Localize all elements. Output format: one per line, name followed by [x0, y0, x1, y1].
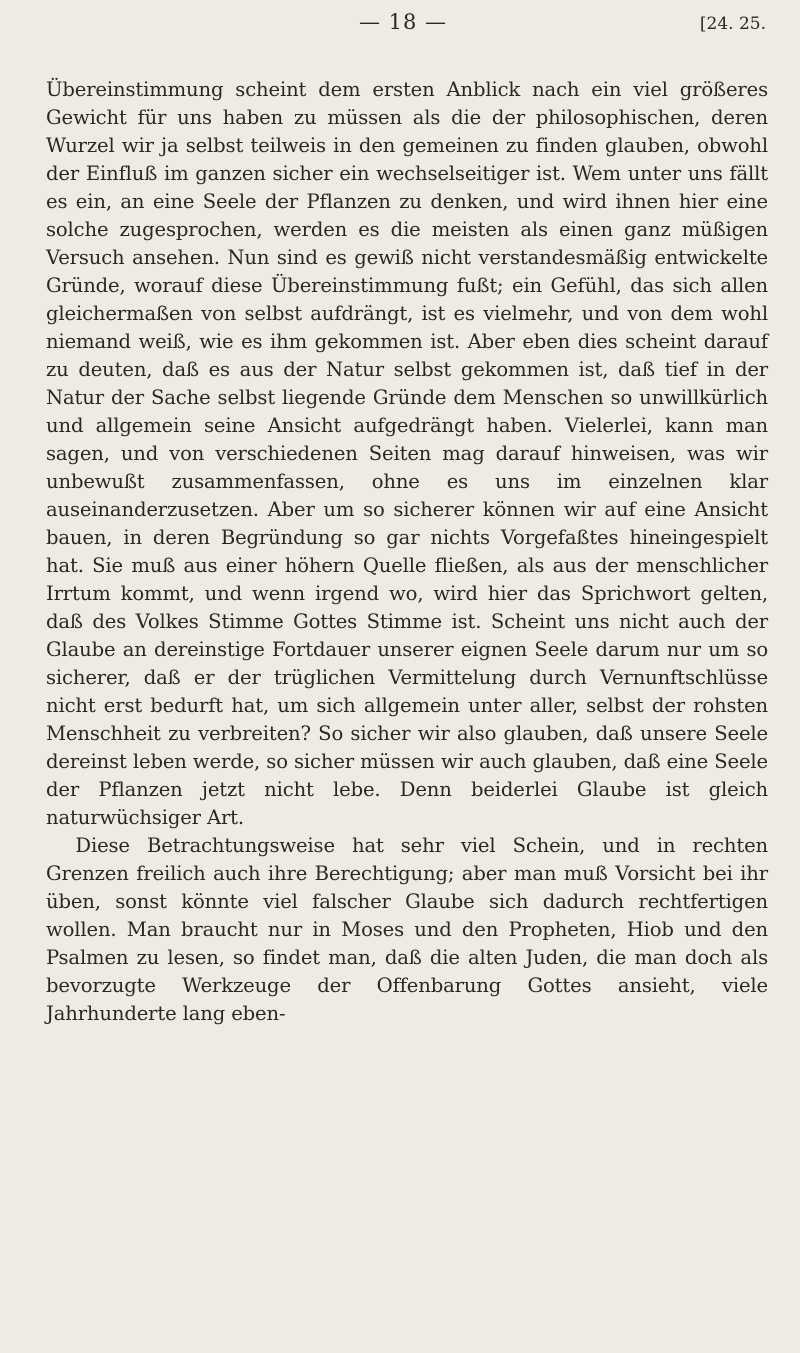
body-text: [46, 76, 768, 1028]
page-number: — 18 —: [358, 10, 448, 34]
paragraph-2: Diese Betrachtungsweise hat sehr viel Schein, und in rechten Grenzen freilich auch ihre Berechtigung; aber man muß Vorsicht bei ihr üben, sonst könnte viel falscher Glaube sich dadurch rechtfertigen wollen. Man braucht nur in Moses und den Propheten, Hiob und den Psalmen zu lesen, so findet man, daß die alten Juden, die man doch als bevorzugte Werkzeuge der Offenbarung Gottes ansieht, viele Jahrhunderte lang eben-: [46, 834, 768, 1025]
page-header: [0, 10, 800, 40]
paragraph-1: Übereinstimmung scheint dem ersten Anblick nach ein viel größeres Gewicht für uns haben zu müssen als die der philosophischen, deren Wurzel wir ja selbst teilweis in den gemeinen zu finden glauben, obwohl der Einfluß im ganzen sicher ein wechselseitiger ist. Wem unter uns fällt es ein, an eine Seele der Pflanzen zu denken, und wird ihnen hier eine solche zugesprochen, werden es die meisten als einen ganz müßigen Versuch ansehen. Nun sind es gewiß nicht verstandesmäßig entwickelte Gründe, worauf diese Übereinstimmung fußt; ein Gefühl, das sich allen gleichermaßen von selbst aufdrängt, ist es vielmehr, und von dem wohl niemand weiß, wie es ihm gekommen ist. Aber eben dies scheint darauf zu deuten, daß es aus der Natur selbst gekommen ist, daß tief in der Natur der Sache selbst liegende Gründe dem Menschen so unwillkürlich und allgemein seine Ansicht aufgedrängt haben. Vielerlei, kann man sagen, und von verschiedenen Seiten mag darauf hinweisen, was wir unbewußt zusammenfassen, ohne es uns im einzelnen klar auseinanderzusetzen. Aber um so sicherer können wir auf eine Ansicht bauen, in deren Begründung so gar nichts Vorgefaßtes hineingespielt hat. Sie muß aus einer höhern Quelle fließen, als aus der menschlicher Irrtum kommt, und wenn irgend wo, wird hier das Sprichwort gelten, daß des Volkes Stimme Gottes Stimme ist. Scheint uns nicht auch der Glaube an dereinstige Fortdauer unserer eignen Seele darum nur um so sicherer, daß er der trüglichen Vermittelung durch Vernunftschlüsse nicht erst bedurft hat, um sich allgemein unter aller, selbst der rohsten Menschheit zu verbreiten? So sicher wir also glauben, daß unsere Seele dereinst leben werde, so sicher müssen wir auch glauben, daß eine Seele der Pflanzen jetzt nicht lebe. Denn beiderlei Glaube ist gleich naturwüchsiger Art.: [46, 78, 768, 829]
section-reference: [24. 25.: [699, 14, 766, 34]
